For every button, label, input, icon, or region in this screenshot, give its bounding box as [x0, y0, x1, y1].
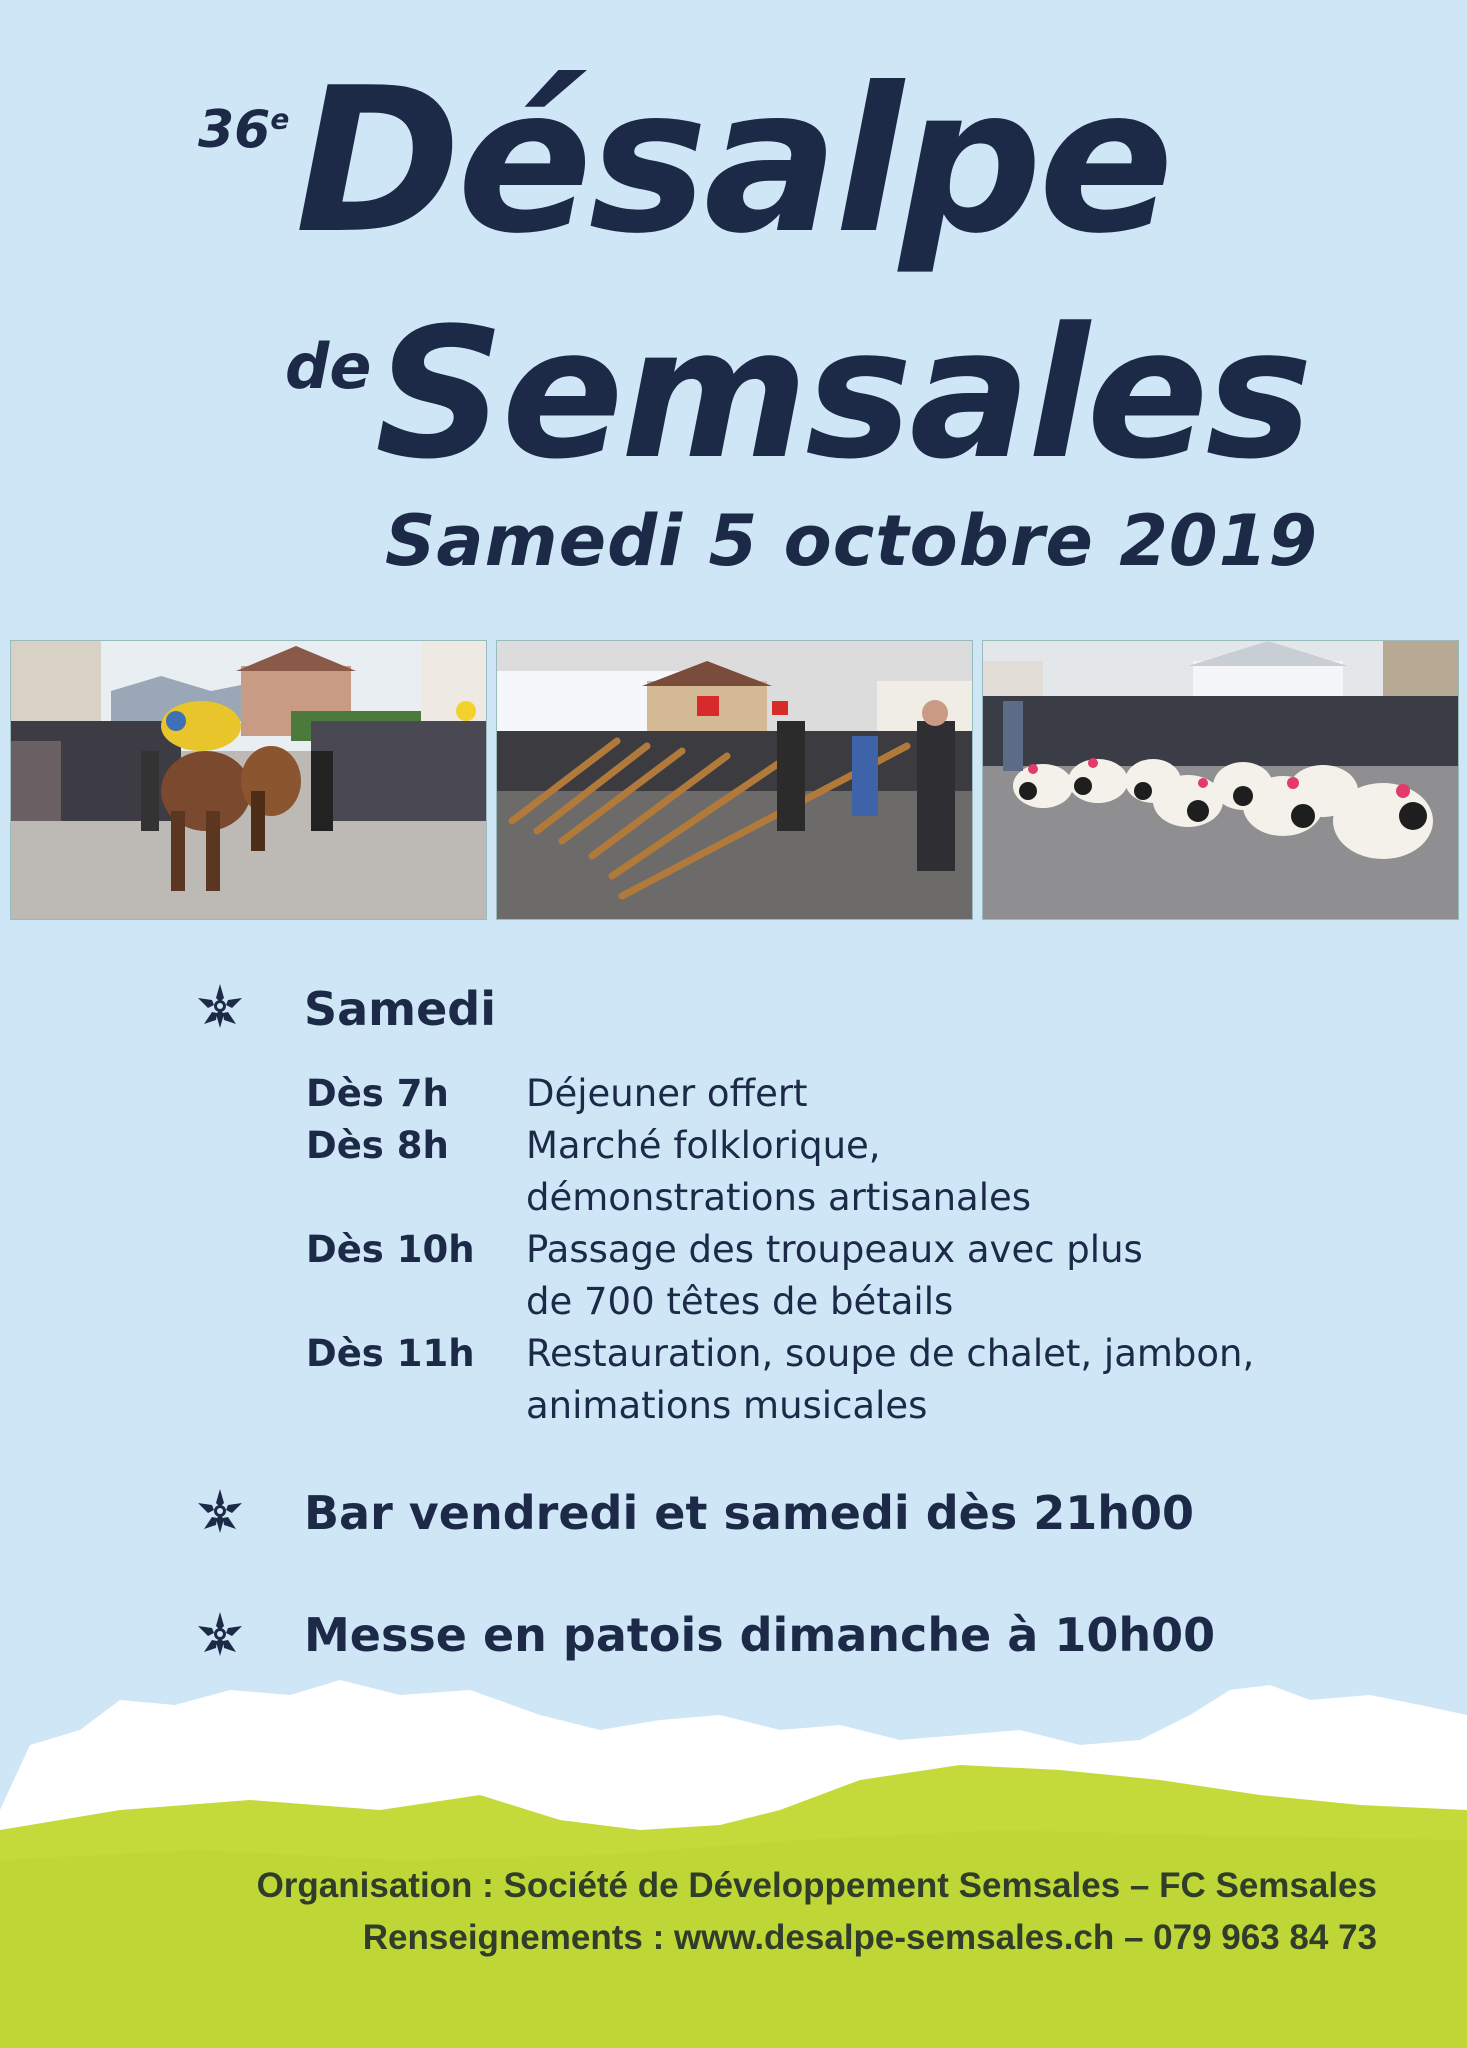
footer: [257, 1860, 1377, 1964]
title-desalpe: Désalpe: [295, 45, 1171, 278]
schedule-row: [306, 1068, 1286, 1120]
schedule-desc: Déjeuner offert: [526, 1072, 808, 1115]
photo-alphorns: [496, 640, 973, 920]
schedule-list: [306, 1068, 1286, 1432]
title-block: [0, 0, 1467, 600]
edelweiss-icon: [196, 1610, 244, 1658]
schedule-desc: Marché folklorique,: [526, 1124, 881, 1167]
edelweiss-icon: [196, 982, 244, 1030]
schedule-desc: Passage des troupeaux avec plus: [526, 1228, 1143, 1271]
schedule-desc: démonstrations artisanales: [526, 1176, 1032, 1219]
photo-cows: [10, 640, 487, 920]
schedule-time: Dès 10h: [306, 1228, 475, 1271]
landscape-graphic: [0, 1660, 1467, 2048]
photo-strip: [10, 640, 1457, 920]
edition-number: 36e: [198, 100, 290, 160]
schedule-time: Dès 7h: [306, 1072, 449, 1115]
schedule-desc: animations musicales: [526, 1384, 928, 1427]
section-title-samedi: Samedi: [304, 982, 496, 1036]
photo-sheep: [982, 640, 1459, 920]
bar-info: Bar vendredi et samedi dès 21h00: [304, 1486, 1195, 1540]
event-date: Samedi 5 octobre 2019: [385, 500, 1319, 582]
schedule-time: Dès 8h: [306, 1124, 449, 1167]
schedule-row: [306, 1328, 1286, 1432]
schedule-desc: Restauration, soupe de chalet, jambon,: [526, 1332, 1255, 1375]
title-de: de: [285, 330, 372, 403]
edelweiss-icon: [196, 1487, 244, 1535]
footer-info: Renseignements : www.desalpe-semsales.ch – 079 963 84 73: [362, 1918, 1377, 1957]
schedule-row: [306, 1120, 1286, 1224]
schedule-row: [306, 1224, 1286, 1328]
messe-info: Messe en patois dimanche à 10h00: [304, 1608, 1216, 1662]
title-semsales: Semsales: [375, 290, 1310, 499]
schedule-desc: de 700 têtes de bétails: [526, 1280, 954, 1323]
footer-organisation: Organisation : Société de Développement Semsales – FC Semsales: [256, 1866, 1377, 1905]
schedule-time: Dès 11h: [306, 1332, 475, 1375]
